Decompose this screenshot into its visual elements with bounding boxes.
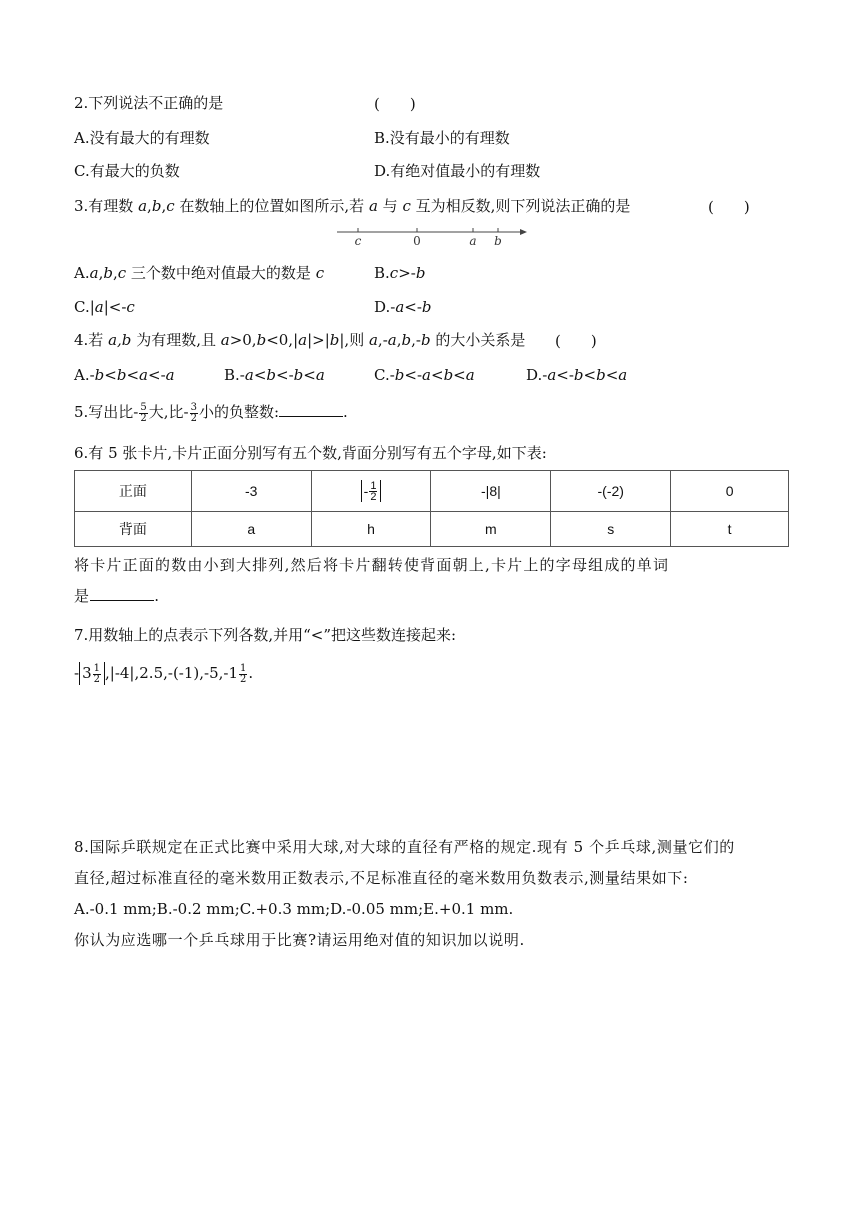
q4-answer-paren: ( ) bbox=[555, 332, 597, 350]
front-cell: -(-2) bbox=[551, 471, 671, 512]
q6-instruction: 将卡片正面的数由小到大排列,然后将卡片翻转使背面朝上,卡片上的字母组成的单词 是 . bbox=[74, 556, 670, 605]
q3-stem: 3.有理数 a,b,c 在数轴上的位置如图所示,若 a 与 c 互为相反数,则下列说法正确的是 bbox=[74, 197, 631, 215]
fraction-3-2: $\frac{3}{2}$ bbox=[190, 401, 197, 424]
q3-number-line bbox=[335, 222, 530, 248]
q7-stem: 7.用数轴上的点表示下列各数,并用“<”把这些数连接起来: bbox=[74, 626, 457, 644]
front-cell: -|8| bbox=[431, 471, 551, 512]
q2-option-a: A.没有最大的有理数 bbox=[74, 129, 210, 147]
front-cell: 0 bbox=[671, 471, 789, 512]
axis-label-b: b bbox=[494, 234, 502, 248]
q4-option-d: D.-a<-b<b<a bbox=[526, 366, 628, 384]
q2-option-c: C.有最大的负数 bbox=[74, 162, 180, 180]
q5-answer-blank[interactable] bbox=[279, 402, 343, 417]
q2-stem: 2.下列说法不正确的是 bbox=[74, 94, 224, 112]
back-cell: m bbox=[431, 512, 551, 547]
q4-option-b: B.-a<b<-b<a bbox=[224, 366, 325, 384]
q4-stem: 4.若 a,b 为有理数,且 a>0,b<0,|a|>|b|,则 a,-a,b,-b 的大小关系是 bbox=[74, 331, 526, 349]
q4-option-c: C.-b<-a<b<a bbox=[374, 366, 475, 384]
back-cell: a bbox=[191, 512, 311, 547]
q3-option-d: D.-a<-b bbox=[374, 298, 432, 316]
q8-text: 8.国际乒联规定在正式比赛中采用大球,对大球的直径有严格的规定.现有 5 个乒乓球,测量它们的 直径,超过标准直径的毫米数用正数表示,不足标准直径的毫米数用负数表示,测量结果如下: A.-0.1 mm;B.-0.2 mm;C.+0.3 mm;D.-0.05 mm;E.+0.1 mm. 你认为应选哪一个乒乓球用于比赛?请运用绝对值的知识加以说明. bbox=[74, 838, 735, 949]
axis-label-a: a bbox=[469, 234, 477, 248]
q4-option-a: A.-b<b<a<-a bbox=[74, 366, 175, 384]
q6-answer-blank[interactable] bbox=[90, 586, 154, 601]
back-header: 背面 bbox=[75, 512, 192, 547]
q2-option-b: B.没有最小的有理数 bbox=[374, 129, 510, 147]
table-row-back bbox=[75, 512, 789, 547]
back-cell: h bbox=[311, 512, 431, 547]
q3-option-b: B.c>-b bbox=[374, 264, 426, 282]
back-cell: s bbox=[551, 512, 671, 547]
front-cell bbox=[311, 471, 431, 512]
q2-answer-paren: ( ) bbox=[374, 95, 416, 113]
q3-answer-paren: ( ) bbox=[708, 198, 750, 216]
q7-numbers: - 3 $\frac{1}{2}$ ,|-4|,2.5,-(-1),-5,-1 $\frac{1}{2}$ . bbox=[74, 662, 254, 685]
q3-option-a: A.a,b,c 三个数中绝对值最大的数是 c bbox=[74, 264, 325, 282]
abs-mixed-number: 3 $\frac{1}{2}$ bbox=[79, 662, 105, 685]
q5-stem: 5.写出比- $\frac{5}{2}$ 大,比- $\frac{3}{2}$ 小的负整数: . bbox=[74, 401, 348, 424]
abs-neg-half: - $\frac{1}{2}$ bbox=[361, 480, 382, 503]
axis-label-0: 0 bbox=[413, 234, 421, 248]
fraction-5-2: $\frac{5}{2}$ bbox=[140, 401, 147, 424]
q2-option-d: D.有绝对值最小的有理数 bbox=[374, 162, 541, 180]
table-row-front bbox=[75, 471, 789, 512]
front-cell: -3 bbox=[191, 471, 311, 512]
q3-option-c: C.|a|<-c bbox=[74, 298, 135, 316]
cards-table bbox=[74, 470, 789, 547]
front-header: 正面 bbox=[75, 471, 192, 512]
axis-label-c: c bbox=[354, 234, 362, 248]
back-cell: t bbox=[671, 512, 789, 547]
q6-stem: 6.有 5 张卡片,卡片正面分别写有五个数,背面分别写有五个字母,如下表: bbox=[74, 444, 547, 462]
